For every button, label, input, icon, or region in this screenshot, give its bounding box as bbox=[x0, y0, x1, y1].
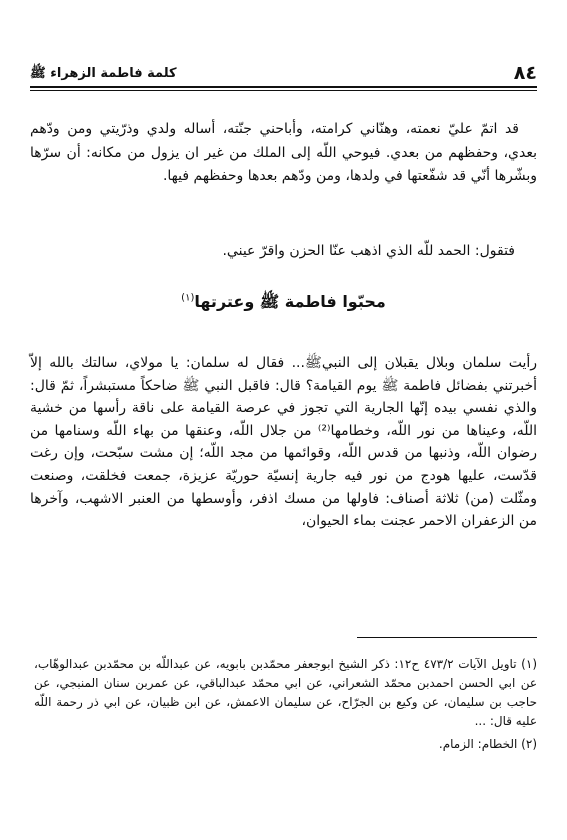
running-header bbox=[30, 62, 537, 88]
footnote-1: (١) تاويل الآيات ٤٧٣/٢ ح١٢: ذكر الشيخ ابوجعفر محمّدبن بابويه، عن عبداللّه بن محمّدبن عبدالوهّاب، عن ابي الحسن احمدبن محمّد الشعراني، عن ابي محمّد عبدالباقي، عن عمربن سنان المنبجي، عن حاجب بن سليمان، عن وكيع بن الجرّاح، عن سليمان الاعمش، عن ابن ظبيان، عن ابي ذر رحمة اللّه عليه قال: ... bbox=[34, 657, 537, 728]
closing-line-block bbox=[30, 240, 537, 262]
running-title: كلمة فاطمة الزهراء ﷺ bbox=[30, 66, 177, 81]
narration-paragraph: رأيت سلمان وبلال يقبلان إلى النبيﷺ... فقال له سلمان: يا مولاي، سالتك بالله إلاّ أخبرتني بفضائل فاطمة ﷺ يوم القيامة؟ قال: فاقبل النبي ﷺ ضاحكاً مستبشراً، ثمّ قال: والذي نفسي بيده إنّها الجارية التي تجوز في عرصة القيامة على ناقة رأسها من خشية اللّه، وعيناها من نور اللّه، وخطامها⁽²⁾ من جلال اللّه، وعنقها من بهاء اللّه وسنامها من رضوان اللّه، وذنبها من قدس اللّه، وقوائمها من مجد اللّه؛ إن مشت سبّحت، وإن رغت قدّست، عليها هودج من نور فيه جارية إنسيّة حوريّة عزيزة، جمعت فخلقت، وصنعت ومثّلت (من) ثلاثة أصناف: فاولها من مسك اذفر، وأوسطها من العنبر الاشهب، وآخرها من الزعفران الاحمر عجنت بماء الحيوان، bbox=[30, 355, 537, 530]
footnote-2: (٢) الخطام: الزمام. bbox=[438, 737, 537, 751]
section-footnote-marker: (١) bbox=[181, 292, 195, 304]
intro-paragraph-block bbox=[30, 118, 537, 189]
footnotes bbox=[34, 655, 537, 754]
narration-block bbox=[30, 352, 537, 533]
footnote-separator bbox=[357, 637, 537, 638]
section-title: محبّوا فاطمة ﷺ وعترتها bbox=[194, 292, 386, 311]
header-rule-thin bbox=[30, 90, 537, 91]
page-number: ٨٤ bbox=[513, 62, 537, 84]
header-rule bbox=[30, 86, 537, 88]
closing-line: فتقول: الحمد للّه الذي اذهب عنّا الحزن واقرّ عيني. bbox=[222, 243, 515, 259]
section-heading bbox=[30, 292, 537, 315]
intro-paragraph: قد اتمّ عليّ نعمته، وهنّاني كرامته، وأباحني جنّته، أساله ولدي وذرّيتي ومن ودّهم بعدي، وحفظهم من بعدي. فيوحي اللّه إلى الملك من غير ان يزول من مكانه: أن سرّها وبشّرها أنّي قد شفّعتها في ولدها، ومن ودّهم بعدها وحفظهم فيها. bbox=[30, 121, 537, 184]
